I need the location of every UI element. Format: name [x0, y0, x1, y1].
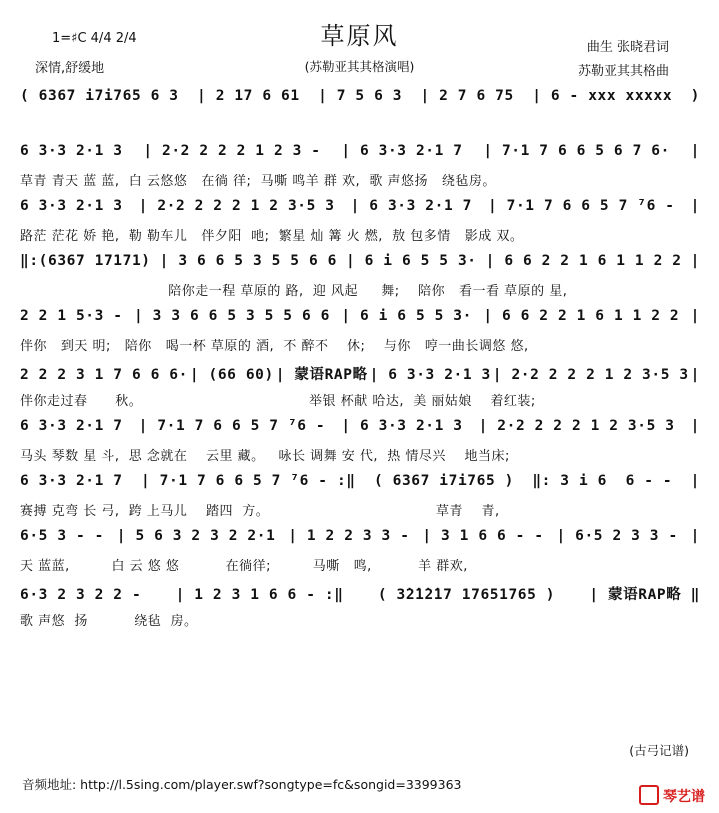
bar: | 2·2 2 2 2 1 2 3·5 3	[478, 418, 675, 434]
lyric-line: 马头 琴数 星 斗, 思 念就在 云里 藏。 咏长 调舞 安 代, 热 情尽兴 地当床;	[20, 449, 510, 464]
bar: | 3 6 6 5 3 5 5 6 6	[159, 253, 337, 269]
bar: |	[690, 253, 700, 269]
bar: | 6 3·3 2·1 7	[341, 143, 463, 159]
bar: | 6 - xxx xxxxx	[532, 88, 673, 104]
notation-line	[20, 473, 700, 495]
score-row	[20, 583, 700, 638]
notation-line	[20, 88, 700, 110]
key-signature: 1=♯C 4/4 2/4	[52, 31, 137, 46]
credits	[578, 36, 669, 84]
bar: | 6 i 6 5 5 3·	[341, 308, 472, 324]
bar: | 7 5 6 3	[318, 88, 403, 104]
bar: |	[690, 367, 700, 383]
bar: 6 3·3 2·1 7	[20, 418, 123, 434]
bar: 6 3·3 2·1 3	[20, 143, 123, 159]
lyric-line: 草青 青天 蓝 蓝, 白 云悠悠 在徜 徉; 马嘶 鸣羊 群 欢, 歌 声悠扬 绕毡房。	[20, 174, 496, 189]
lyric-line: 歌 声悠 扬 绕毡 房。	[20, 614, 198, 629]
bar: ( 6367 i7i765 )	[373, 473, 514, 489]
tempo-mood: 深情,舒缓地	[35, 61, 105, 76]
notation-line	[20, 363, 700, 385]
logo-text: 琴艺谱	[663, 789, 705, 805]
bar: | 6 3·3 2·1 3	[341, 418, 463, 434]
score	[20, 88, 700, 638]
score-row	[20, 528, 700, 583]
bar: | 2 7 6 75	[420, 88, 514, 104]
lyric-line: 伴你走过春 秋。 举银 杯献 哈达, 美 丽姑娘 着红装;	[20, 394, 536, 409]
bar: | 1 2 3 1 6 6 - :‖	[175, 587, 344, 603]
credits-lyricist: 曲生 张晓君词	[586, 40, 669, 55]
bar: 2 2 2 3 1 7 6 6 6·	[20, 367, 188, 383]
audio-link[interactable]: 音频地址: http://l.5sing.com/player.swf?songtype=fc&songid=3399363	[22, 777, 462, 792]
bar: | 6 6 2 2 1 6 1 1 2 2	[483, 308, 680, 324]
bar: | 7·1 7 6 6 5 7 ⁷6 -	[487, 198, 675, 214]
credits-composer: 苏勒亚其其格曲	[577, 64, 669, 79]
notation-line	[20, 583, 700, 605]
page-title: 草原风	[320, 22, 399, 50]
notation-line	[20, 528, 700, 550]
notation-line	[20, 308, 700, 330]
page-subtitle: (苏勒亚其其格演唱)	[304, 59, 415, 74]
bar: | 2·2 2 2 2 1 2 3·5 3	[492, 367, 689, 383]
site-logo	[639, 785, 705, 806]
bar: ( 6367 i7i765 6 3	[20, 88, 179, 104]
bar: | 7·1 7 6 6 5 7 ⁷6 -	[138, 418, 326, 434]
bar: |	[690, 473, 700, 489]
notation-line	[20, 418, 700, 440]
bar: | 3 3 6 6 5 3 5 5 6 6	[134, 308, 330, 324]
transcriber-note: (古弓记谱)	[629, 743, 689, 758]
bar: | 7·1 7 6 6 5 7 ⁷6 - :‖	[141, 473, 356, 489]
bar: | 6 i 6 5 5 3·	[345, 253, 477, 269]
lyric-line: 伴你 到天 明; 陪你 喝一杯 草原的 酒, 不 醉不 休; 与你 哼一曲长调悠 悠,	[20, 339, 529, 354]
bar: 6·3 2 3 2 2 -	[20, 587, 142, 603]
bar: ‖:(6367 17171)	[20, 253, 151, 269]
score-row	[20, 253, 700, 308]
bar: | (66 60)	[189, 367, 274, 383]
bar: |	[690, 418, 700, 434]
score-row	[20, 143, 700, 198]
bar: | 蒙语RAP略 ‖	[589, 587, 700, 603]
bar: | 1 2 2 3 3 -	[288, 528, 410, 544]
bar: 6 3·3 2·1 3	[20, 198, 123, 214]
bar: | 5 6 3 2 3 2 2·1	[116, 528, 276, 544]
score-row	[20, 88, 700, 143]
score-row	[20, 418, 700, 473]
lyric-line: 赛搏 克弯 长 弓, 跨 上马儿 踏四 方。 草青 青,	[20, 504, 500, 519]
notation-line	[20, 198, 700, 220]
score-row	[20, 473, 700, 528]
bar: |	[690, 308, 700, 324]
bar: | 蒙语RAP略	[275, 367, 368, 383]
bar: 6·5 3 - -	[20, 528, 104, 544]
score-row	[20, 308, 700, 363]
logo-icon	[639, 785, 659, 805]
bar: | 2·2 2 2 2 1 2 3·5 3	[138, 198, 335, 214]
lyric-line: 天 蓝蓝, 白 云 悠 悠 在徜徉; 马嘶 鸣, 羊 群欢,	[20, 559, 468, 574]
bar: 6 3·3 2·1 7	[20, 473, 123, 489]
bar: ( 3̇2̇1̇2̇17 17651765 )	[377, 587, 556, 603]
bar: | 6 3·3 2·1 3	[369, 367, 491, 383]
bar: )	[690, 88, 700, 104]
bar: | 7·1 7 6 6 5 6 7 6·	[483, 143, 670, 159]
bar: | 6 3·3 2·1 7	[350, 198, 472, 214]
bar: |	[690, 198, 700, 214]
bar: ‖: 3 i 6 6 - -	[532, 473, 673, 489]
bar: |	[690, 528, 700, 544]
bar: | 6·5 2 3 3 -	[556, 528, 678, 544]
bar: | 2·2 2 2 2 1 2 3 -	[143, 143, 321, 159]
bar: | 3 1 6 6 - -	[422, 528, 544, 544]
notation-line	[20, 253, 700, 275]
bar: 2 2 1 5·3 -	[20, 308, 123, 324]
lyric-line: 路茫 茫花 娇 艳, 勒 勒车儿 伴夕阳 吔; 繁星 灿 篝 火 燃, 敖 包多情 影成 双。	[20, 229, 524, 244]
bar: |	[690, 143, 700, 159]
score-row	[20, 198, 700, 253]
score-row	[20, 363, 700, 418]
bar: | 2 17 6 61	[197, 88, 300, 104]
notation-line	[20, 143, 700, 165]
lyric-line: 陪你走一程 草原的 路, 迎 风起 舞; 陪你 看一看 草原的 星,	[20, 284, 568, 299]
bar: | 6 6 2 2 1 6 1 1 2 2	[485, 253, 682, 269]
